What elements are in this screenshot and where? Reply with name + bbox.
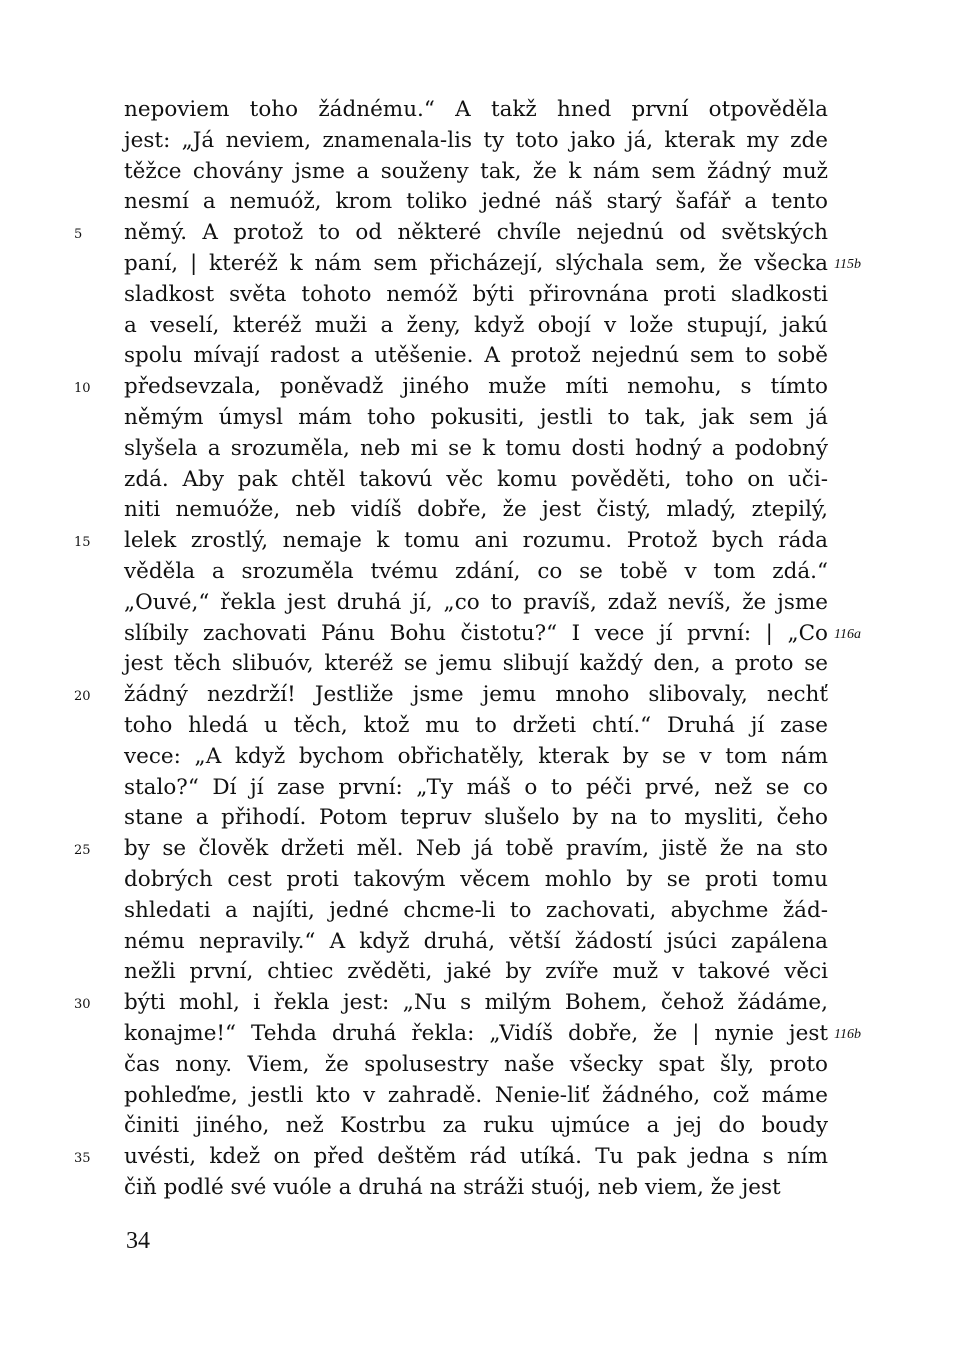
line-text: by se člověk držeti měl. Neb já tobě pravím, jistě že na sto: [124, 836, 828, 862]
text-line: [124, 1111, 828, 1142]
line-text: nesmí a nemuóž, krom toliko jedné náš starý šafář a tento: [124, 189, 828, 215]
text-line: [124, 126, 828, 157]
text-line: [124, 803, 828, 834]
line-number: 25: [74, 843, 91, 859]
line-text: lelek zrostlý, nemaje k tomu ani rozumu. Protož bych ráda: [124, 528, 828, 554]
page-number: 34: [126, 1228, 150, 1254]
line-text: nežli první, chtiec zvěděti, jaké by zvíře muž v takové věci: [124, 959, 828, 985]
line-text: shledati a najíti, jedné chcme-li to zachovati, abychme žád-: [124, 897, 828, 923]
line-number: 15: [74, 535, 91, 551]
line-text: jest těch slibuóv, kteréž se jemu slibují každý den, a proto se: [124, 651, 828, 677]
body-text: [74, 95, 861, 1204]
line-text: předsevzala, poněvadž jiného muže míti nemohu, s tímto: [124, 374, 828, 400]
text-line: [124, 403, 828, 434]
line-text: býti mohl, i řekla jest: „Nu s milým Bohem, čehož žádáme,: [124, 990, 828, 1016]
text-line: [124, 1019, 861, 1050]
text-line: [124, 157, 828, 188]
text-line: [74, 372, 828, 403]
line-text: uvésti, kdež on před deštěm rád utíká. Tu pak jedna s ním: [124, 1144, 828, 1170]
text-line: [124, 1173, 828, 1204]
text-line: [74, 1142, 828, 1173]
text-line: [124, 187, 828, 218]
text-line: [124, 495, 828, 526]
line-text: čas nony. Viem, že spolusestry naše všecky spat šly, proto: [124, 1051, 828, 1077]
line-text: němý. A protož to od některé chvíle nejednú od světských: [124, 220, 828, 246]
line-text: jest: „Já neviem, znamenala-lis ty toto jako já, kterak my zde: [124, 127, 828, 153]
text-line: [124, 465, 828, 496]
text-line: [124, 311, 828, 342]
line-text: čiň podlé své vuóle a druhá na stráži stuój, neb viem, že jest: [124, 1174, 781, 1200]
line-text: pohleďme, jestli kto v zahradě. Nenie-liť žádného, což máme: [124, 1082, 828, 1108]
line-text: činiti jiného, než Kostrbu za ruku ujmúce a jej do boudy: [124, 1113, 828, 1139]
line-text: vece: „A když bychom obřichatěly, kterak by se v tom nám: [124, 743, 828, 769]
text-line: [124, 1081, 828, 1112]
text-line: [74, 834, 828, 865]
line-text: stalo?“ Dí jí zase první: „Ty máš o to péči prvé, než se co: [124, 774, 828, 800]
text-line: [124, 957, 828, 988]
text-line: [124, 557, 828, 588]
line-text: niti nemuóže, neb vidíš dobře, že jest čistý, mladý, ztepilý,: [124, 497, 828, 523]
line-text: „Ouvé,“ řekla jest druhá jí, „co to pravíš, zdaž nevíš, že jsme: [124, 589, 828, 615]
line-text: zdá. Aby pak chtěl takovú věc komu pověděti, toho on uči-: [124, 466, 828, 492]
folio-marker: 116b: [834, 1026, 861, 1042]
line-text: dobrých cest proti takovým věcem mohlo by se proti tomu: [124, 866, 828, 892]
line-number: 35: [74, 1151, 91, 1167]
text-line: [124, 341, 828, 372]
line-number: 5: [74, 227, 83, 243]
text-line: [124, 865, 828, 896]
line-number: 30: [74, 997, 91, 1013]
text-line: [124, 95, 828, 126]
line-text: nému nepravily.“ A když druhá, větší žádostí jsúci zapálena: [124, 928, 828, 954]
text-line: [124, 280, 828, 311]
line-text: a veselí, kteréž muži a ženy, když obojí v lože stupují, jakú: [124, 312, 828, 338]
line-number: 20: [74, 689, 91, 705]
text-line: [74, 218, 828, 249]
text-line: [124, 773, 828, 804]
text-line: [74, 680, 828, 711]
line-text: konajme!“ Tehda druhá řekla: „Vidíš dobře, že | nynie jest: [124, 1020, 828, 1046]
line-text: slyšela a srozuměla, neb mi se k tomu dosti hodný a podobný: [124, 435, 828, 461]
text-line: [124, 249, 861, 280]
line-text: stane a přihodí. Potom tepruv slušelo by na to mysliti, čeho: [124, 805, 828, 831]
text-line: [124, 649, 828, 680]
text-line: [124, 588, 828, 619]
line-text: sladkost světa tohoto nemóž býti přirovnána proti sladkosti: [124, 281, 828, 307]
line-text: věděla a srozuměla tvému zdání, co se tobě v tom zdá.“: [124, 558, 828, 584]
text-line: [124, 927, 828, 958]
text-line: [124, 1050, 828, 1081]
text-line: [124, 742, 828, 773]
line-text: slíbily zachovati Pánu Bohu čistotu?“ I vece jí první: | „Co: [124, 620, 828, 646]
text-line: [74, 526, 828, 557]
line-text: němým úmysl mám toho pokusiti, jestli to tak, jak sem já: [124, 404, 828, 430]
text-line: [124, 619, 861, 650]
line-text: paní, | kteréž k nám sem přicházejí, slýchala sem, že všecka: [124, 250, 828, 276]
text-line: [74, 988, 828, 1019]
line-text: nepoviem toho žádnému.“ A takž hned první otpověděla: [124, 97, 828, 122]
text-line: [124, 896, 828, 927]
folio-marker: 115b: [834, 256, 861, 272]
line-number: 10: [74, 381, 91, 397]
line-text: toho hledá u těch, ktož mu to držeti chtí.“ Druhá jí zase: [124, 712, 828, 738]
line-text: těžce chovány jsme a souženy tak, že k nám sem žádný muž: [124, 158, 828, 184]
text-line: [124, 434, 828, 465]
text-line: [124, 711, 828, 742]
line-text: spolu mívají radost a utěšenie. A protož nejednú sem to sobě: [124, 343, 828, 369]
line-text: žádný nezdrží! Jestliže jsme jemu mnoho slibovaly, nechť: [124, 682, 828, 708]
folio-marker: 116a: [834, 626, 861, 642]
